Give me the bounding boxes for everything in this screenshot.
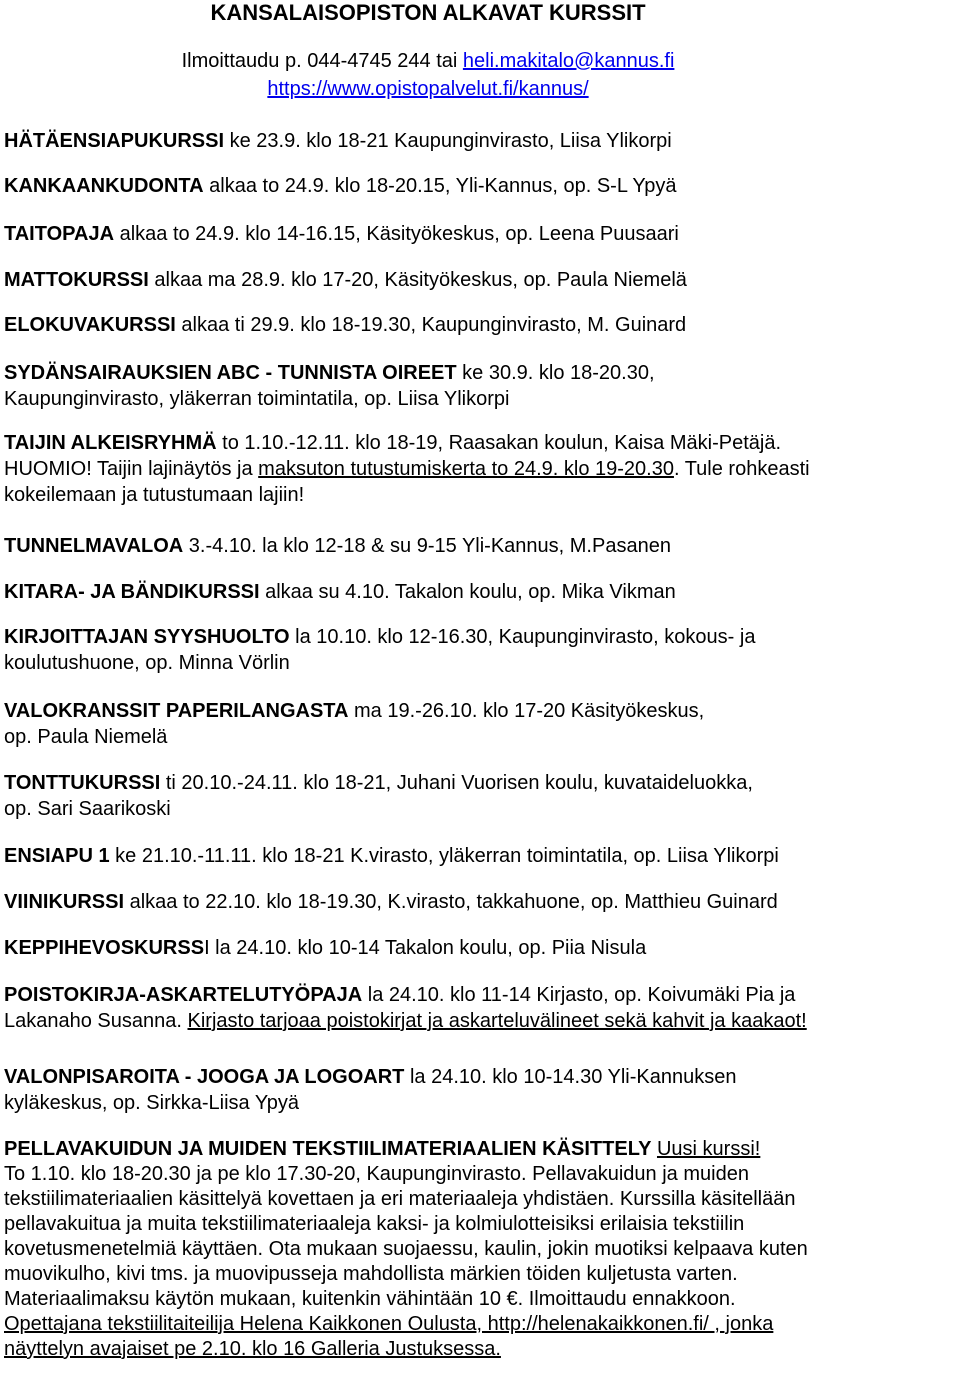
course-details: ke 30.9. klo 18-20.30, <box>456 362 655 384</box>
course-name: KANKAANKUDONTA <box>4 175 204 197</box>
course-details: la 10.10. klo 12-16.30, Kaupunginvirasto, kokous- ja <box>289 626 756 648</box>
course-details: alkaa ti 29.9. klo 18-19.30, Kaupunginvirasto, M. Guinard <box>175 314 687 336</box>
course-name: KIRJOITTAJAN SYYSHUOLTO <box>4 626 290 648</box>
course-entry <box>4 889 956 915</box>
course-details-line: kyläkeskus, op. Sirkka-Liisa Ypyä <box>4 1092 299 1114</box>
course-entry <box>4 221 956 247</box>
note-underlined: maksuton tutustumiskerta to 24.9. klo 19-20.30 <box>258 458 674 480</box>
course-name: TAITOPAJA <box>4 223 115 245</box>
course-entry <box>4 533 956 559</box>
course-entry <box>4 267 956 293</box>
course-details-line: op. Paula Niemelä <box>4 726 168 748</box>
course-details: alkaa to 22.10. klo 18-19.30, K.virasto, takkahuone, op. Matthieu Guinard <box>124 891 778 913</box>
course-entry <box>4 579 956 605</box>
course-details: alkaa to 24.9. klo 18-20.15, Yli-Kannus, op. S-L Ypyä <box>203 175 677 197</box>
course-name: TONTTUKURSSI <box>4 772 161 794</box>
course-name: KITARA- JA BÄNDIKURSSI <box>4 581 260 603</box>
course-entry <box>4 770 956 822</box>
course-note <box>4 456 956 482</box>
course-name: TUNNELMAVALOA <box>4 535 184 557</box>
course-entry <box>4 173 956 199</box>
course-details-line: koulutushuone, op. Minna Vörlin <box>4 652 290 674</box>
course-details: ti 20.10.-24.11. klo 18-21, Juhani Vuorisen koulu, kuvataideluokka, <box>160 772 753 794</box>
course-description-line: tekstiilimateriaalien käsittelyä kovettaen ja eri materiaaleja yhdistäen. Kurssilla käsitellään <box>4 1188 796 1210</box>
note-suffix: . Tule rohkeasti <box>673 458 810 480</box>
course-details: alkaa ma 28.9. klo 17-20, Käsityökeskus, op. Paula Niemelä <box>148 269 687 291</box>
course-details-line: Kaupunginvirasto, yläkerran toimintatila, op. Liisa Ylikorpi <box>4 388 510 410</box>
course-details: I la 24.10. klo 10-14 Takalon koulu, op. Piia Nisula <box>204 937 647 959</box>
course-entry <box>4 698 956 750</box>
course-entry <box>4 430 956 508</box>
course-details: to 1.10.-12.11. klo 18-19, Raasakan koulun, Kaisa Mäki-Petäjä. <box>216 432 782 454</box>
course-name: MATTOKURSSI <box>4 269 149 291</box>
course-name: TAIJIN ALKEISRYHMÄ <box>4 432 217 454</box>
teacher-info-line: näyttelyn avajaiset pe 2.10. klo 16 Galleria Justuksessa. <box>4 1338 501 1360</box>
course-description-line: Materiaalimaksu käytön mukaan, kuitenkin vähintään 10 €. Ilmoittaudu ennakkoon. <box>4 1288 736 1310</box>
course-details: ke 23.9. klo 18-21 Kaupunginvirasto, Liisa Ylikorpi <box>224 130 672 152</box>
course-name: KEPPIHEVOSKURSS <box>4 937 205 959</box>
course-details: la 24.10. klo 10-14.30 Yli-Kannuksen <box>404 1066 737 1088</box>
course-note-line: kokeilemaan ja tutustumaan lajiin! <box>4 484 305 506</box>
page-title: KANSALAISOPISTON ALKAVAT KURSSIT <box>210 0 646 25</box>
course-details: ke 21.10.-11.11. klo 18-21 K.virasto, yläkerran toimintatila, op. Liisa Ylikorpi <box>109 845 779 867</box>
course-details: alkaa su 4.10. Takalon koulu, op. Mika Vikman <box>259 581 676 603</box>
course-entry <box>4 935 956 961</box>
new-course-badge: Uusi kurssi! <box>656 1138 761 1160</box>
course-name: HÄTÄENSIAPUKURSSI <box>4 130 225 152</box>
course-name: POISTOKIRJA-ASKARTELUTYÖPAJA <box>4 984 363 1006</box>
course-details: ma 19.-26.10. klo 17-20 Käsityökeskus, <box>348 700 705 722</box>
course-entry <box>4 624 956 676</box>
contact-line <box>0 49 856 73</box>
course-details-line: Lakanaho Susanna. <box>4 1010 188 1032</box>
course-entry <box>4 312 956 338</box>
course-name: ENSIAPU 1 <box>4 845 110 867</box>
course-details: la 24.10. klo 11-14 Kirjasto, op. Koivumäki Pia ja <box>362 984 796 1006</box>
course-description-line: muovikulho, kivi tms. ja muovipusseja mahdollista märkien töiden kuljetusta varten. <box>4 1263 738 1285</box>
website-link[interactable]: https://www.opistopalvelut.fi/kannus/ <box>267 78 589 100</box>
course-entry <box>4 128 956 154</box>
course-entry <box>4 360 956 412</box>
course-name: VALOKRANSSIT PAPERILANGASTA <box>4 700 349 722</box>
course-name: SYDÄNSAIRAUKSIEN ABC - TUNNISTA OIREET <box>4 362 457 384</box>
course-name: ELOKUVAKURSSI <box>4 314 176 336</box>
contact-prefix: Ilmoittaudu p. 044-4745 244 tai <box>181 50 463 72</box>
website-line <box>0 77 856 101</box>
course-entry-detailed <box>4 1137 956 1362</box>
course-name: VALONPISAROITA - JOOGA JA LOGOART <box>4 1066 405 1088</box>
course-entry <box>4 982 956 1034</box>
course-description-line: pellavakuitua ja muita tekstiilimateriaaleja kaksi- ja kolmiulotteisiksi erilaisia tekstiilin <box>4 1213 745 1235</box>
course-details: alkaa to 24.9. klo 14-16.15, Käsityökeskus, op. Leena Puusaari <box>114 223 679 245</box>
course-entry <box>4 1064 956 1116</box>
course-details: 3.-4.10. la klo 12-18 & su 9-15 Yli-Kannus, M.Pasanen <box>183 535 671 557</box>
course-underlined-note: Kirjasto tarjoaa poistokirjat ja askarteluvälineet sekä kahvit ja kaakaot! <box>187 1010 807 1032</box>
course-entry <box>4 843 956 869</box>
course-name: VIINIKURSSI <box>4 891 125 913</box>
teacher-info-line: Opettajana tekstiilitaiteilija Helena Kaikkonen Oulusta, http://helenakaikkonen.fi/ , jonka <box>4 1313 774 1335</box>
note-prefix: HUOMIO! Taijin lajinäytös ja <box>4 458 259 480</box>
course-name: PELLAVAKUIDUN JA MUIDEN TEKSTIILIMATERIAALIEN KÄSITTELY <box>4 1138 652 1160</box>
course-details-line: op. Sari Saarikoski <box>4 798 171 820</box>
course-description-line: kovetusmenetelmiä käyttäen. Ota mukaan suojaessu, kaulin, jokin muotiksi kelpaava kuten <box>4 1238 808 1260</box>
course-description-line: To 1.10. klo 18-20.30 ja pe klo 17.30-20, Kaupunginvirasto. Pellavakuidun ja muiden <box>4 1163 749 1185</box>
email-link[interactable]: heli.makitalo@kannus.fi <box>462 50 675 72</box>
